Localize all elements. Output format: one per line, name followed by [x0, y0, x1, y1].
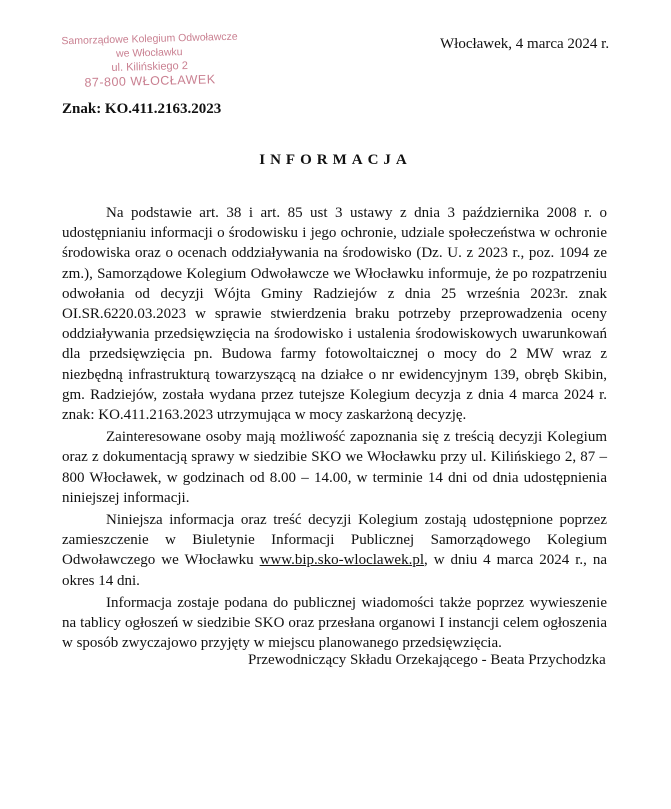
stamp-line-name: Samorządowe Kolegium Odwoławcze — [61, 30, 238, 48]
paragraph-publication — [62, 510, 607, 591]
paragraph-notice-board: Informacja zostaje podana do publicznej wiadomości także poprzez wywieszenie na tablicy ogłoszeń w siedzibie SKO oraz przesłana organowi I instancji celem ogłoszenia w sposób zwyczajowo przyjęty w miejscu planowanego przedsięwzięcia. — [62, 594, 607, 652]
reference-number: Znak: KO.411.2163.2023 — [62, 101, 222, 117]
stamp-line-city: we Włocławku — [115, 46, 183, 60]
office-stamp — [61, 30, 237, 91]
publication-text-start: Niniejsza informacja oraz treść decyzji Kolegium zostają udostępnione poprzez zamieszczenie w Biuletynie Informacji Publicznej Samorządowego Kolegium Odwoławczego we Włocławku — [62, 512, 607, 569]
place-and-date: Włocławek, 4 marca 2024 r. — [440, 36, 610, 52]
stamp-line-street: ul. Kilińskiego 2 — [111, 59, 189, 74]
publication-text-end: , w dniu 4 marca 2024 r., na okres 14 dni. — [62, 552, 608, 589]
signature-line: Przewodniczący Składu Orzekającego - Beata Przychodzka — [248, 652, 606, 668]
document-title: INFORMACJA — [259, 152, 412, 168]
bip-link[interactable]: www.bip.sko-wloclawek.pl — [259, 552, 424, 569]
paragraph-access-info: Zainteresowane osoby mają możliwość zapoznania się z treścią decyzji Kolegium oraz z dokumentacją sprawy w siedzibie SKO we Włocławku przy ul. Kilińskiego 2, 87 – 800 Włocławek, w godzinach od 8.00 – 14.00, w terminie 14 dni od dnia udostępnienia niniejszej informacji. — [62, 429, 607, 506]
document-body — [62, 203, 607, 655]
stamp-line-postcode: 87-800 WŁOCŁAWEK — [84, 72, 216, 90]
paragraph-legal-basis: Na podstawie art. 38 i art. 85 ust 3 ustawy z dnia 3 października 2008 r. o udostępnianiu informacji o środowisku i jego ochronie, udziale społeczeństwa w ochronie środowiska oraz o ocenach oddziaływania na środowisko (Dz. U. z 2023 r., poz. 1094 ze zm.), Samorządowe Kolegium Odwoławcze we Włocławku informuje, że po rozpatrzeniu odwołania od decyzji Wójta Gminy Radziejów z dnia 25 września 2023r. znak OI.SR.6220.03.2023 w sprawie stwierdzenia braku potrzeby przeprowadzenia oceny oddziaływania przedsięwzięcia na środowisko i ustalenia środowiskowych uwarunkowań dla przedsięwzięcia pn. Budowa farmy fotowoltaicznej o mocy do 2 MW wraz z niezbędną infrastrukturą towarzyszącą na działce o nr ewidencyjnym 139, obręb Skibin, gm. Radziejów, została wydana przez tutejsze Kolegium decyzja z dnia 4 marca 2024 r. znak: KO.411.2163.2023 utrzymująca w mocy zaskarżoną decyzję. — [62, 205, 607, 424]
